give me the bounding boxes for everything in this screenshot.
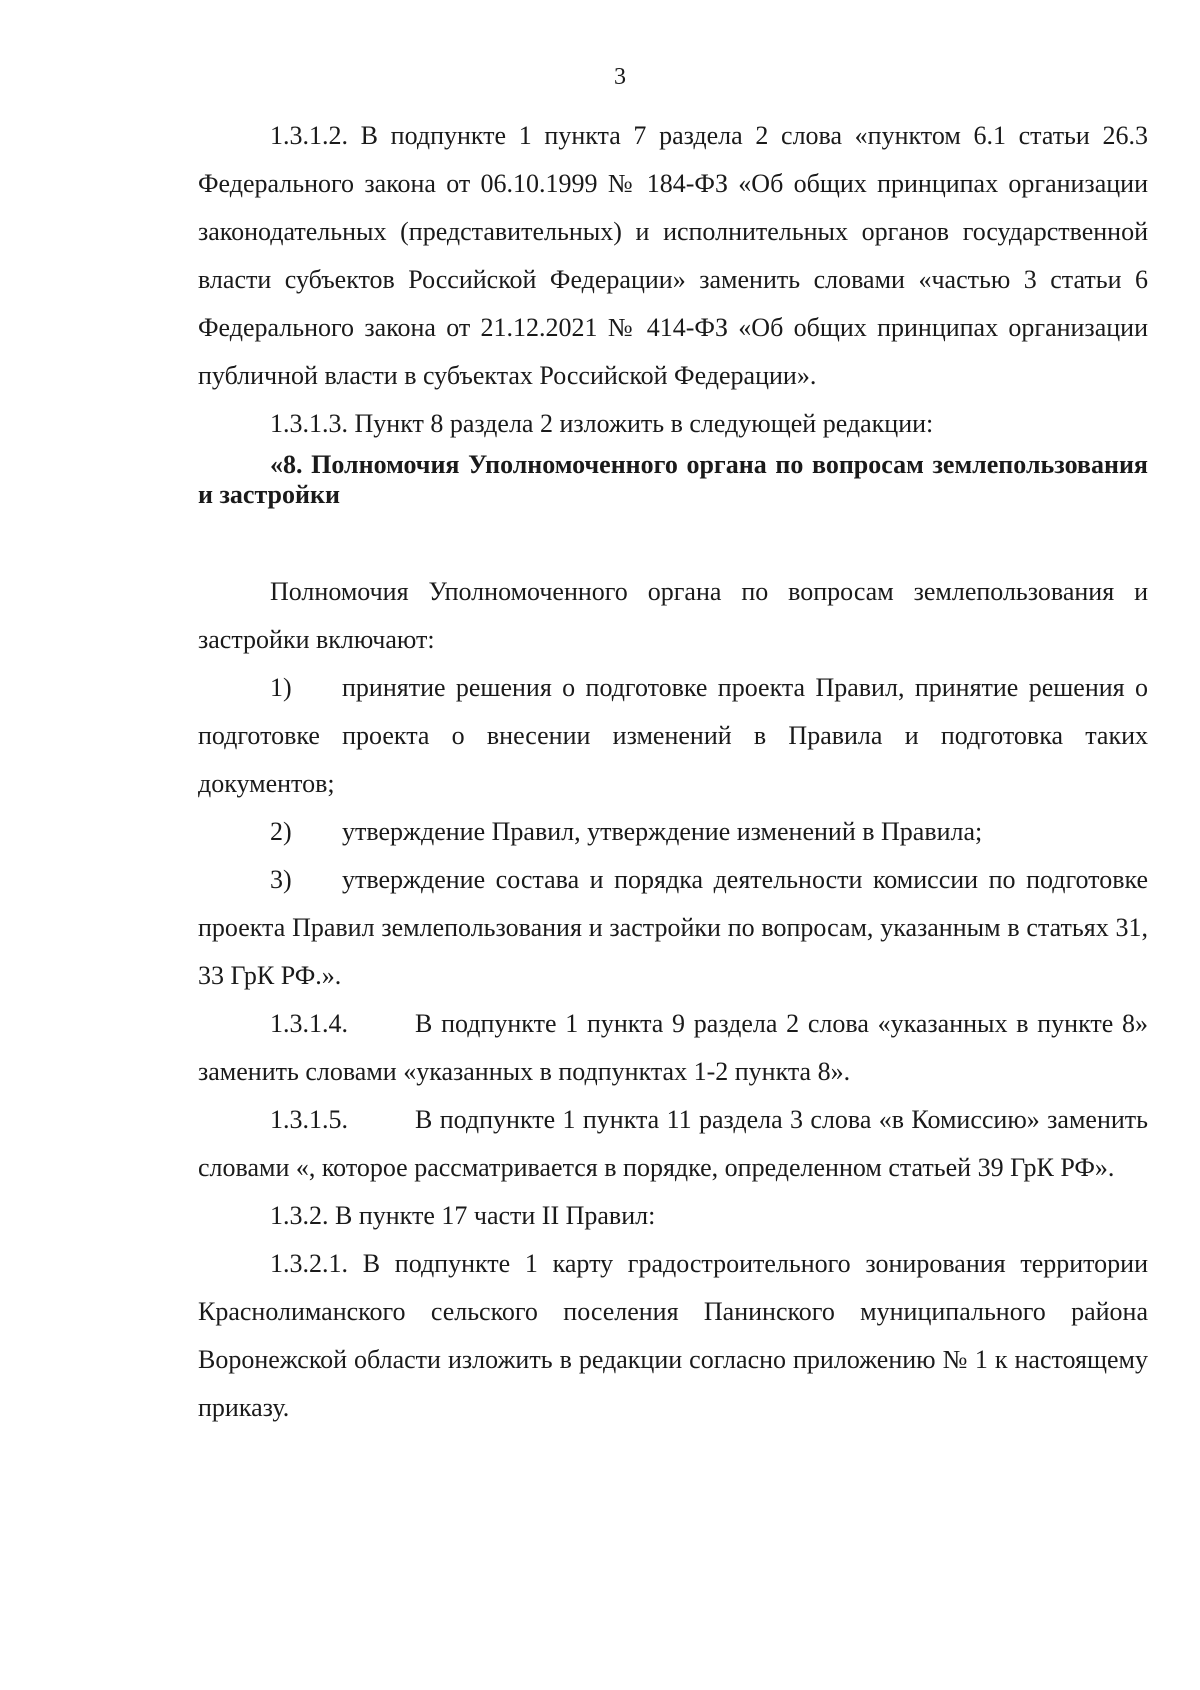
paragraph-1-3-1-2: 1.3.1.2. В подпункте 1 пункта 7 раздела 2 слова «пунктом 6.1 статьи 26.3 Федерального закона от 06.10.1999 № 184-ФЗ «Об общих принципах организации законодательных (представительных) и исполнительных органов государственной власти субъектов Российской Федерации» заменить словами «частью 3 статьи 6 Федерального закона от 21.12.2021 № 414-ФЗ «Об общих принципах организации публичной власти в субъектах Российской Федерации». [198,121,1148,390]
page-number: 3 [614,64,626,90]
list-item-number: 1) [270,673,292,702]
paragraph-number: 1.3.1.5. [270,1105,348,1134]
paragraph-1-3-1-3: 1.3.1.3. Пункт 8 раздела 2 изложить в следующей редакции: [270,409,934,438]
paragraph-1-3-2-1: 1.3.2.1. В подпункте 1 карту градостроительного зонирования территории Краснолиманского сельского поселения Панинского муниципального района Воронежской области изложить в редакции согласно приложению № 1 к настоящему приказу. [198,1249,1148,1422]
list-item [198,664,1148,808]
list-item [198,808,1148,856]
section-heading: «8. Полномочия Уполномоченного органа по вопросам землепользования и застройки [198,450,1148,509]
paragraph-1-3-1-5 [198,1096,1148,1192]
spacer [198,510,1148,568]
list-item-text: принятие решения о подготовке проекта Правил, принятие решения о подготовке проекта о внесении изменений в Правила и подготовка таких документов; [198,673,1148,798]
list-item-number: 3) [270,865,292,894]
paragraph-text: В подпункте 1 пункта 9 раздела 2 слова «указанных в пункте 8» заменить словами «указанных в подпунктах 1-2 пункта 8». [198,1009,1148,1086]
list-item-text: утверждение Правил, утверждение изменений в Правила; [342,817,983,846]
list-item-number: 2) [270,817,292,846]
paragraph-1-3-1-4 [198,1000,1148,1096]
paragraph-text: В подпункте 1 пункта 11 раздела 3 слова «в Комиссию» заменить словами «, которое рассматривается в порядке, определенном статьей 39 ГрК РФ». [198,1105,1148,1182]
paragraph-1-3-2: 1.3.2. В пункте 17 части II Правил: [270,1201,656,1230]
document-body [198,112,1148,1432]
list-item [198,856,1148,1000]
list-item-text: утверждение состава и порядка деятельности комиссии по подготовке проекта Правил землепользования и застройки по вопросам, указанным в статьях 31, 33 ГрК РФ.». [198,865,1148,990]
paragraph-number: 1.3.1.4. [270,1009,348,1038]
paragraph-powers-intro: Полномочия Уполномоченного органа по вопросам землепользования и застройки включают: [198,577,1148,654]
